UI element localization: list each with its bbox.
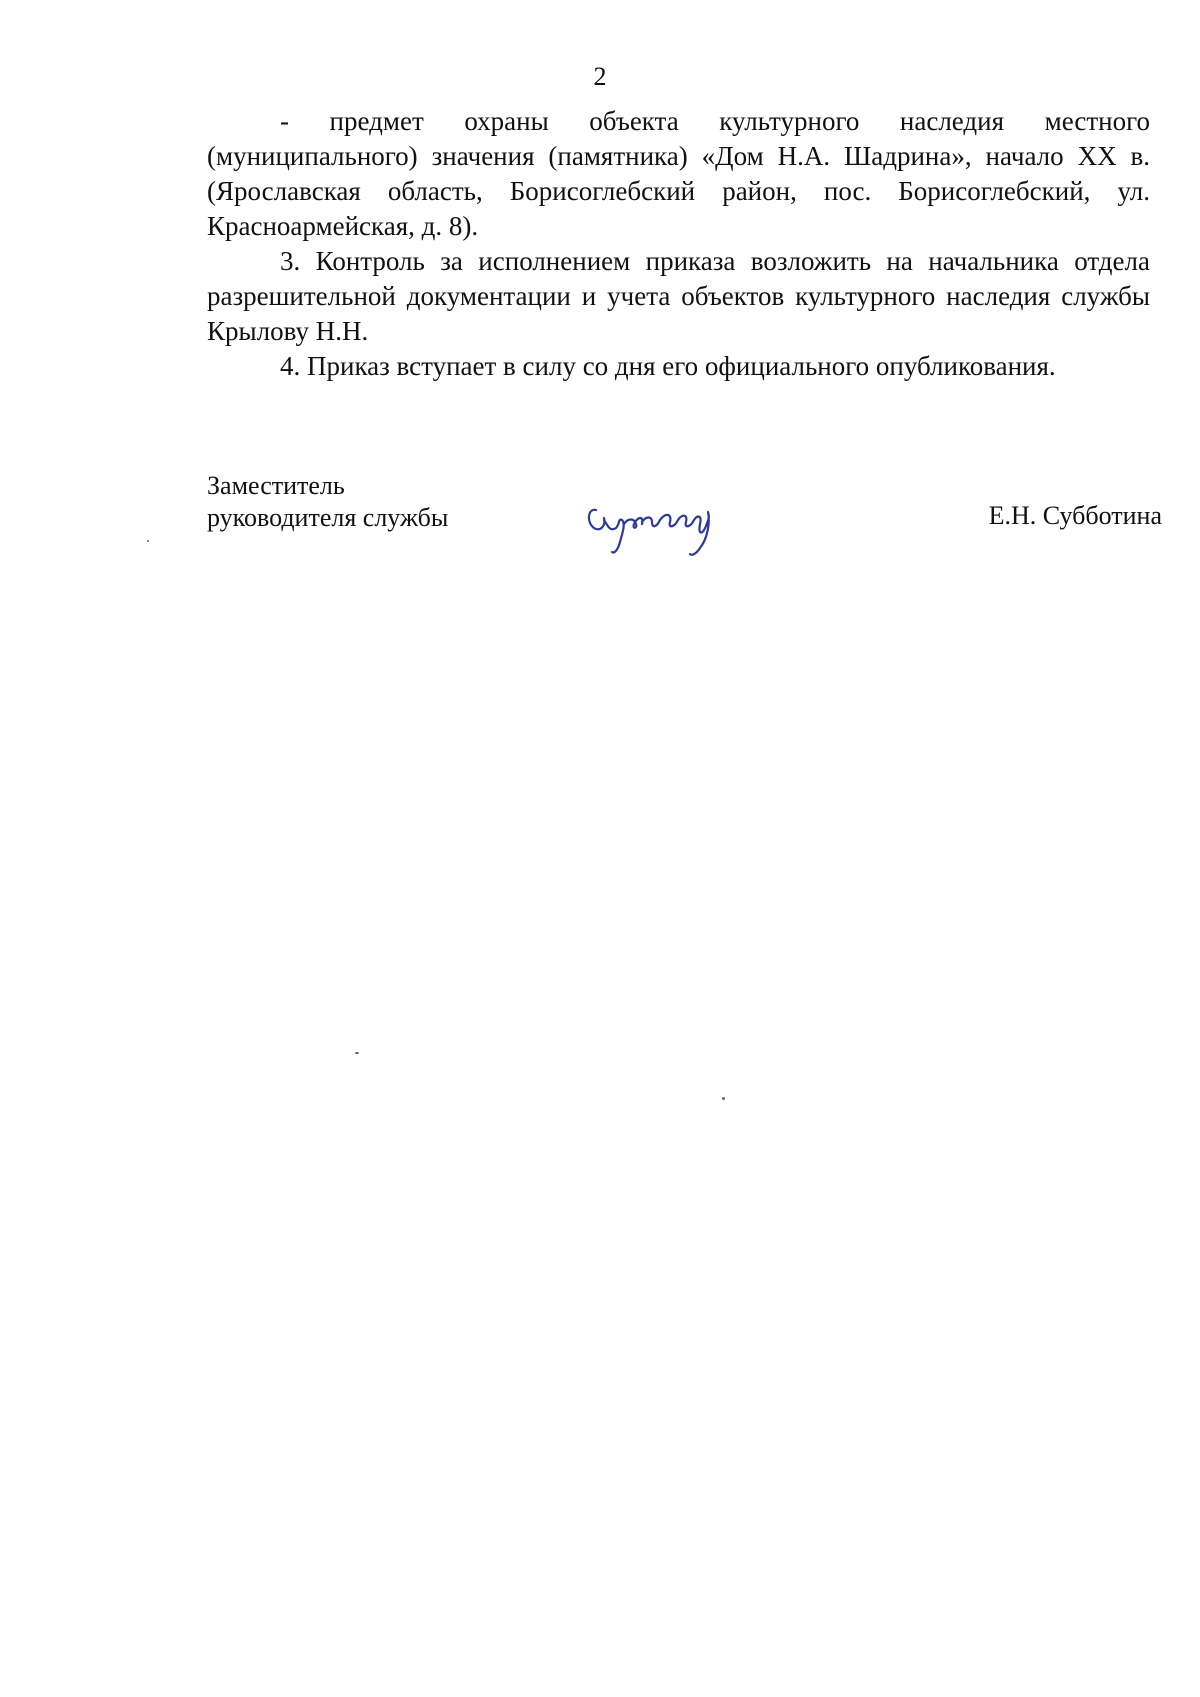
signatory-title-line1: Заместитель: [207, 471, 345, 500]
scan-speck: [722, 1097, 725, 1100]
paragraph-control: 3. Контроль за исполнением приказа возложить на начальника отдела разрешительной документации и учета объектов культурного наследия службы Крылову Н.Н.: [207, 246, 1150, 346]
document-body: [207, 104, 1150, 384]
signatory-name: Е.Н. Субботина: [988, 501, 1162, 530]
signature-block: [207, 470, 1167, 580]
signatory-title: [207, 470, 448, 534]
paragraph-effective-date: 4. Приказ вступает в силу со дня его официального опубликования.: [280, 351, 1056, 381]
page-number: 2: [593, 62, 607, 91]
scan-speck: [147, 540, 149, 542]
scan-speck: [355, 1052, 359, 1054]
paragraph-protection-subject: - предмет охраны объекта культурного наследия местного (муниципального) значения (памятника) «Дом Н.А. Шадрина», начало XX в. (Ярославская область, Борисоглебский район, пос. Борисоглебский, ул. Красноармейская, д. 8).: [207, 106, 1150, 241]
signatory-title-line2: руководителя службы: [207, 503, 449, 532]
handwritten-signature: [582, 482, 732, 562]
